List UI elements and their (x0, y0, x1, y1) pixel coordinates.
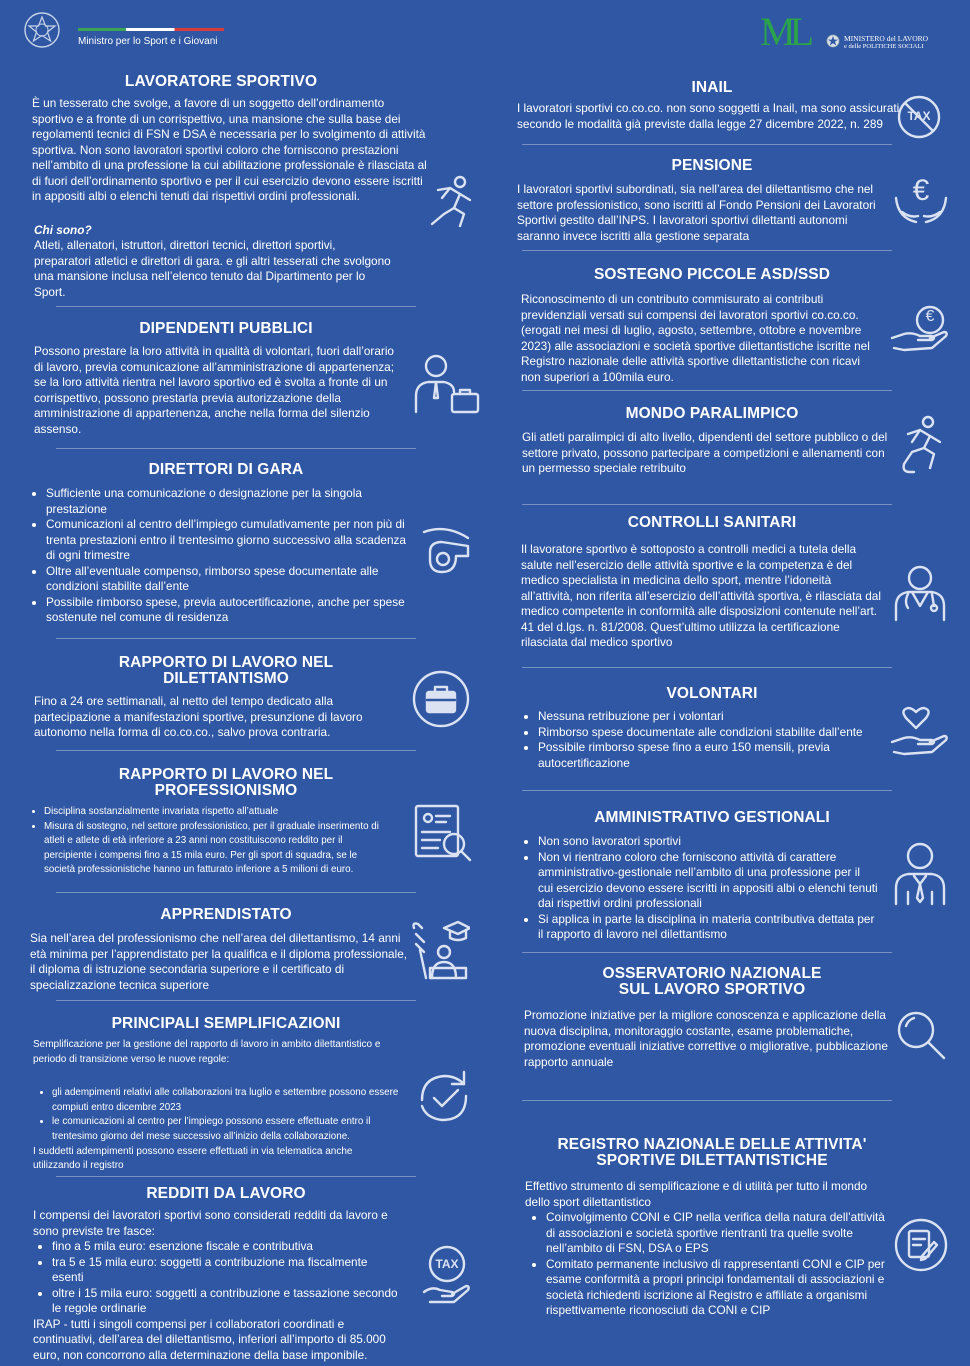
header (0, 0, 970, 68)
divider (56, 1176, 416, 1177)
briefcase-icon (412, 670, 470, 728)
heart-hand-icon (890, 704, 950, 756)
employee-briefcase-icon (412, 352, 482, 414)
document-search-icon (412, 802, 474, 864)
list-item: • Non sono lavoratori sportivi (538, 834, 878, 850)
redditi-list (26, 1239, 400, 1317)
italian-emblem-icon (22, 10, 62, 50)
section-pensione (512, 158, 892, 244)
section-text: Fino a 24 ore settimanali, al netto del tempo dedicato alla partecipazione a manifestazioni sportive, presunzione di lavoro autonomo nella forma di co.co.co., salvo prova contraria. (34, 694, 363, 739)
list-item: • Rimborso spese documentate alle condizioni stabilite dall’ente (538, 725, 888, 741)
semplificazioni-list (26, 1086, 400, 1144)
paralympic-runner-icon (890, 414, 950, 476)
section-redditi-da-lavoro (26, 1186, 426, 1363)
divider (56, 1000, 416, 1001)
section-title-2: SUL LAVORO SPORTIVO (618, 981, 806, 998)
divider (522, 952, 892, 953)
no-tax-icon (896, 94, 942, 140)
divider (522, 504, 892, 505)
divider (56, 892, 416, 893)
list-item: • le comunicazioni al centro per l’impiego possono essere effettuate entro il trentesimo giorno del mese successivo all’inizio della collaborazione. (52, 1115, 400, 1144)
list-item: • Misura di sostegno, nel settore professionistico, per il graduale inserimento di atleti e atlete di età inferiore a 23 anni non costituiscono reddito per il percipiente i compensi fino a 15 mila euro. Per gli sport di squadra, se le società professionistiche hanno un fatturato inferiore a 5 milioni di euro. (44, 820, 384, 878)
ministry-left-name: Ministro per lo Sport e i Giovani (78, 36, 218, 47)
chi-sono-label: Chi sono? (34, 222, 92, 237)
section-title: REDDITI DA LAVORO (146, 1185, 306, 1202)
section-title-1: OSSERVATORIO NAZIONALE (602, 965, 822, 982)
list-item: • tra 5 e 15 mila euro: soggetti a contribuzione ma fiscalmente esenti (52, 1255, 400, 1286)
section-title: CONTROLLI SANITARI (627, 514, 797, 531)
magnifier-icon (894, 1008, 948, 1062)
section-title: MONDO PARALIMPICO (625, 405, 799, 422)
coin-euro-symbol: € (925, 308, 935, 325)
section-title: SOSTEGNO PICCOLE ASD/SSD (593, 266, 831, 283)
list-item: • Non vi rientrano coloro che forniscono attività di carattere amministrativo-gestionale nell’ambito di una professione per il cui esercizio devono essere iscritti in appositi albi o elenchi tenuti dai rispettivi ordini professionali (538, 850, 878, 912)
list-item: • gli adempimenti relativi alle collaborazioni tra luglio e settembre possono essere compiuti entro dicembre 2023 (52, 1086, 400, 1115)
section-title-2: SPORTIVE DILETTANTISTICHE (596, 1152, 828, 1169)
list-item: • Si applica in parte la disciplina in materia contributiva dettata per il rapporto di lavoro nel dilettantismo (538, 912, 878, 943)
list-item: • Oltre all’eventuale compenso, rimborso spese documentate alle condizioni stabilite dall’ente (46, 564, 406, 595)
section-text: Sia nell’area del professionismo che nell’area del dilettantismo, 14 anni età minima per l’apprendistato per la qualifica e il diploma professionale, il diploma di istruzione secondaria superiore e il certificato di specializzazione tecnica superiore (30, 931, 408, 992)
apprentice-tools-icon (410, 920, 470, 980)
divider (522, 790, 892, 791)
section-title: PENSIONE (671, 157, 753, 174)
ministry-right-line1: MINISTERO del LAVORO (844, 34, 929, 43)
volontari-list (512, 709, 888, 771)
divider (56, 750, 416, 751)
ministry-labour-logo (760, 9, 940, 54)
section-title-2: DILETTANTISMO (163, 670, 289, 687)
section-mondo-paralimpico (512, 406, 892, 477)
divider (522, 390, 892, 391)
section-text: Possono prestare la loro attività in qualità di volontari, fuori dall’orario di lavoro, previa comunicazione all’amministrazione di appartenenza; se la loro attività rientra nel lavoro sportivo ed è svolta a fronte di un corrispettivo, possono prestarla previa autorizzazione della amministrazione di appartenenza, anche nella forma del silenzio assenso. (34, 344, 394, 436)
list-item: • Nessuna retribuzione per i volontari (538, 709, 888, 725)
ml-logo-letters: ML (760, 9, 808, 54)
euro-hands-icon (892, 172, 950, 230)
list-item: • Coinvolgimento CONI e CIP nella verifica della natura dell’attività di associazioni e società sportive rientranti tra quelle svolte nell’ambito di FSN, DSA o EPS (546, 1210, 892, 1257)
whistle-icon (416, 524, 476, 584)
section-intro: Effettivo strumento di semplificazione e di utilità per tutto il mondo dello sport dilettantistico (525, 1179, 868, 1209)
section-rapporto-professionismo (26, 767, 426, 878)
section-text: Promozione iniziative per la migliore conoscenza e applicazione della nuova disciplina, monitoraggio costante, esame problematiche, promozione eventuali iniziative correttive o migliorative, pubblicazione rapporto annuale (524, 1008, 888, 1069)
divider (56, 306, 416, 307)
registro-list (512, 1210, 892, 1319)
section-title: LAVORATORE SPORTIVO (124, 73, 318, 90)
section-apprendistato (26, 907, 426, 993)
list-item: • Disciplina sostanzialmente invariata rispetto all’attuale (44, 805, 384, 820)
no-tax-label: TAX (907, 109, 931, 123)
list-item: • Sufficiente una comunicazione o designazione per la singola prestazione (46, 486, 406, 517)
section-direttori-di-gara (26, 462, 426, 626)
section-principali-semplificazioni (26, 1016, 426, 1174)
section-title-1: RAPPORTO DI LAVORO NEL (118, 654, 334, 671)
section-osservatorio (512, 966, 892, 1070)
section-title: DIPENDENTI PUBBLICI (139, 320, 313, 337)
refresh-check-icon (412, 1066, 474, 1128)
section-text: È un tesserato che svolge, a favore di un soggetto dell’ordinamento sportivo e a fronte di un corrispettivo, una mansione che sulla base dei regolamenti tecnici di FSN e DSA è necessaria per lo svolgimento di attività sportiva. Non sono lavoratori sportivi coloro che forniscono prestazioni nell’ambito di una professione la cui abilitazione professionale è rilasciata al di fuori dell’ordinamento sportivo e per il cui esercizio devono essere iscritti in appositi albi o elenchi tenuti dai rispettivi ordini professionali. (32, 96, 427, 203)
section-dipendenti-pubblici (26, 321, 426, 437)
divider (522, 250, 892, 251)
list-item: • Comunicazioni al centro dell’impiego cumulativamente per non più di trenta prestazioni entro il trentesimo giorno successivo alla scadenza di ogni trimestre (46, 517, 406, 564)
section-rapporto-dilettantismo (26, 655, 426, 741)
section-title: AMMINISTRATIVO GESTIONALI (594, 809, 830, 826)
professionismo-list (26, 805, 384, 878)
republic-emblem-icon (826, 34, 840, 48)
divider (56, 448, 416, 449)
euro-symbol: € (912, 174, 930, 207)
section-title-2: PROFESSIONISMO (154, 782, 298, 799)
section-inail (512, 79, 900, 132)
section-title: PRINCIPALI SEMPLIFICAZIONI (111, 1015, 341, 1032)
section-text: Riconoscimento di un contributo commisurato ai contributi previdenziali versati sui compensi dei lavoratori sportivi co.co.co. (erogati nei mesi di luglio, agosto, settembre, ottobre e novembre 2023) alle associazioni e società sportive dilettantistiche iscritte nel Registro nazionale delle attività sportive dilettantistiche con ricavi non superiori a 100mila euro. (521, 292, 870, 384)
tax-hand-icon (422, 1242, 472, 1304)
list-item: • Possibile rimborso spese, previa autocertificazione, anche per spese sostenute nel comune di residenza (46, 595, 406, 626)
tricolor-line (78, 28, 224, 31)
direttori-list (26, 486, 406, 626)
runner-icon (424, 174, 476, 232)
list-item: • Possibile rimborso spese fino a euro 150 mensili, previa autocertificazione (538, 740, 888, 771)
section-intro: I compensi dei lavoratori sportivi sono considerati redditi da lavoro e sono previste tre fasce: (33, 1208, 388, 1238)
chi-sono-text: Atleti, allenatori, istruttori, direttori tecnici, direttori sportivi, preparatori atletici e direttori di gara. e gli altri tesserati che svolgono una mansione inclusa nell’elenco tenuto dal Dipartimento per lo Sport. (34, 238, 391, 299)
section-title-1: RAPPORTO DI LAVORO NEL (118, 766, 334, 783)
divider (522, 1100, 892, 1101)
section-title: VOLONTARI (666, 685, 758, 702)
section-text: Gli atleti paralimpici di alto livello, dipendenti del settore pubblico o del settore privato, possono partecipare a competizioni e allenamenti con un permesso speciale retribuito (522, 430, 888, 475)
amministrativo-list (512, 834, 878, 943)
coin-hand-icon (890, 304, 950, 356)
section-title: APPRENDISTATO (160, 906, 292, 923)
divider (522, 667, 892, 668)
section-amministrativo-gestionali (512, 810, 892, 943)
section-registro-nazionale (512, 1137, 892, 1319)
section-title-1: REGISTRO NAZIONALE DELLE ATTIVITA' (557, 1136, 867, 1153)
section-text: Il lavoratore sportivo è sottoposto a controlli medici a tutela della salute nell’esercizio delle attività sportive e la competenza è del medico specialista in medicina dello sport, mentre l’idoneità all’attività, non riferita all’esercizio dell’attività sportiva, è rilasciata dal medico competente in conformità alle disposizioni contenute nell’art. 41 del d.lgs. n. 81/2008. Quest’ultimo utilizza la certificazione rilasciata dal medico sportivo (521, 542, 881, 649)
doctor-icon (892, 562, 948, 622)
section-controlli-sanitari (512, 515, 892, 651)
ministry-right-line2: e delle POLITICHE SOCIALI (844, 43, 924, 50)
tax-label: TAX (435, 1257, 459, 1271)
section-intro: Semplificazione per la gestione del rapporto di lavoro in ambito dilettantistico e periodo di transizione verso le nuove regole: (33, 1039, 381, 1065)
section-title: INAIL (691, 79, 733, 96)
section-sostegno-piccole (512, 267, 892, 385)
list-item: • Comitato permanente inclusivo di rappresentanti CONI e CIP per esame conformità a propri principi fondamentali di associazioni e società richiedenti iscrizione al Registro e affiliate a organismi rispettivamente riconosciuti da CONI e CIP (546, 1257, 892, 1319)
list-item: • fino a 5 mila euro: esenzione fiscale e contributiva (52, 1239, 400, 1255)
section-lavoratore-sportivo (26, 74, 426, 300)
list-item: • oltre i 15 mila euro: soggetti a contribuzione e tassazione secondo le regole ordinarie (52, 1286, 400, 1317)
section-outro: I suddetti adempimenti possono essere effettuati in via telematica anche utilizzando il registro (33, 1145, 353, 1172)
section-title: DIRETTORI DI GARA (148, 461, 304, 478)
divider (522, 144, 892, 145)
administrator-icon (894, 840, 946, 906)
section-text: I lavoratori sportivi co.co.co. non sono soggetti a Inail, ma sono assicurati secondo le modalità già previste dalla legge 27 dicembre 2022, n. 289 (517, 101, 900, 131)
divider (56, 638, 416, 639)
section-text: I lavoratori sportivi subordinati, sia nell’area del dilettantismo che nel settore professionistico, sono iscritti al Fondo Pensioni dei Lavoratori Sportivi gestito dall’INPS. I lavoratori sportivi dilettanti autonomi saranno invece iscritti alla gestione separata (517, 182, 876, 243)
register-pen-icon (894, 1218, 948, 1272)
section-volontari (512, 686, 892, 771)
section-outro: IRAP - tutti i singoli compensi per i collaboratori coordinati e continuativi, dell’area del dilettantismo, inferiori all’importo di 85.000 euro, non concorrono alla determinazione della base imponibile. (33, 1316, 386, 1362)
